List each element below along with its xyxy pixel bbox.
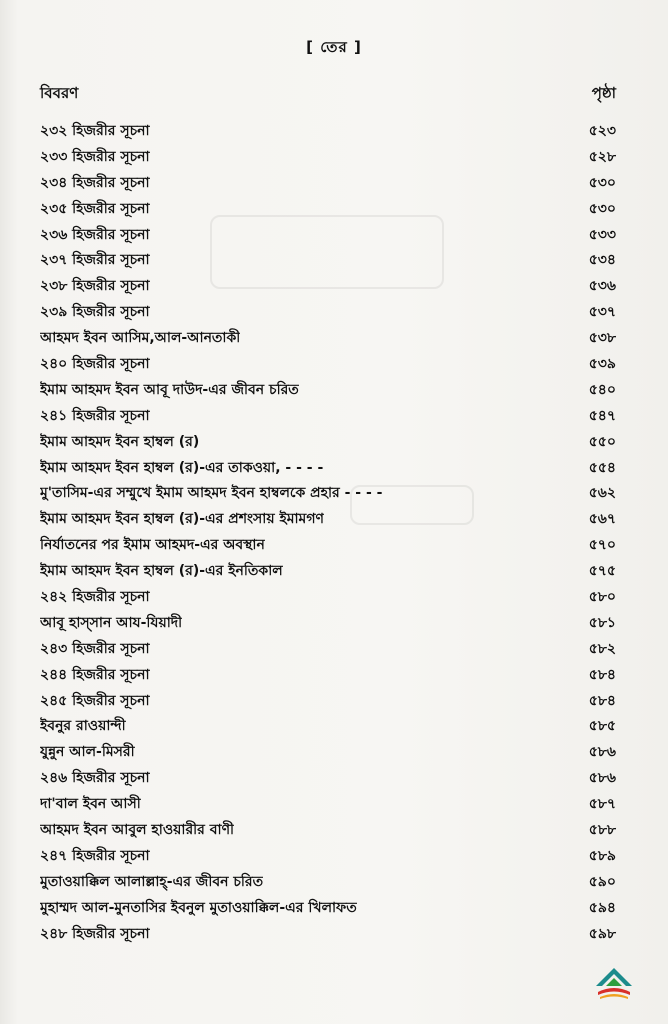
toc-entry-page: ৫৮৮ [588, 821, 616, 838]
toc-entry [40, 247, 616, 273]
toc-entry-page: ৫৪০ [588, 381, 616, 398]
toc-entry [40, 843, 616, 869]
toc-entry-page: ৫৮১ [588, 614, 616, 631]
toc-entry-page: ৫৯০ [588, 873, 616, 890]
page-heading: পৃষ্ঠা [591, 84, 616, 102]
toc-entry-title: ২৪৮ হিজরীর সূচনা [40, 925, 150, 942]
toc-entry-title: ২৩৪ হিজরীর সূচনা [40, 174, 150, 191]
toc-entry-page: ৫৩৭ [588, 304, 616, 321]
toc-entry-page: ৫৩০ [588, 200, 616, 217]
toc-entry-page: ৫৭৫ [588, 563, 616, 580]
toc-entry [40, 170, 616, 196]
toc-entry [40, 351, 616, 377]
toc-entry-page: ৫৮২ [588, 640, 616, 657]
toc-entry-title: ইমাম আহমদ ইবন হাম্বল (র)-এর ইনতিকাল [40, 563, 283, 580]
toc-entry [40, 299, 616, 325]
toc-entry-title: ২৩৫ হিজরীর সূচনা [40, 200, 150, 217]
toc-entry-page: ৫৮৬ [588, 744, 616, 761]
toc-entry-title: ২৩৭ হিজরীর সূচনা [40, 252, 150, 269]
toc-entry [40, 480, 616, 506]
toc-entry-page: ৫৩৬ [588, 278, 616, 295]
toc-entry-page: ৫৩০ [588, 174, 616, 191]
toc-entry-title: মু'তাসিম-এর সম্মুখে ইমাম আহমদ ইবন হাম্বলকে প্রহার - - - - [40, 485, 383, 502]
toc-entry-title: ২৪৭ হিজরীর সূচনা [40, 847, 150, 864]
toc-entry [40, 791, 616, 817]
toc-entry [40, 739, 616, 765]
toc-entry-title: ২৩৬ হিজরীর সূচনা [40, 226, 150, 243]
toc-entry [40, 817, 616, 843]
toc-entry-title: আবূ হাস্সান আয-যিয়াদী [40, 614, 183, 631]
toc-entry-title: ২৪০ হিজরীর সূচনা [40, 355, 150, 372]
toc-entry-page: ৫৩৮ [588, 330, 616, 347]
toc-entry-title: মুতাওয়াক্কিল আলাল্লাহ্-এর জীবন চরিত [40, 873, 264, 890]
toc-entry-title: ২৩৯ হিজরীর সূচনা [40, 304, 150, 321]
toc-entry-title: যুন্নুন আল-মিসরী [40, 744, 135, 761]
toc-entry-title: ২৪৬ হিজরীর সূচনা [40, 770, 150, 787]
toc-entry-page: ৫৮০ [588, 588, 616, 605]
toc-entry [40, 532, 616, 558]
toc-entry-page: ৫৬৭ [588, 511, 616, 528]
toc-entry [40, 118, 616, 144]
toc-entry-page: ৫৩৩ [588, 226, 616, 243]
toc-entry [40, 610, 616, 636]
toc-entry-page: ৫৮৭ [588, 796, 616, 813]
toc-entry-page: ৫৬২ [588, 485, 616, 502]
toc-entry-page: ৫৫৪ [588, 459, 616, 476]
toc-entry-title: ২৩৩ হিজরীর সূচনা [40, 148, 150, 165]
toc-entry-page: ৫৩৪ [588, 252, 616, 269]
toc-entry [40, 403, 616, 429]
toc-header [40, 82, 616, 107]
toc-entry [40, 196, 616, 222]
description-heading: বিবরণ [40, 84, 79, 102]
toc-entry-page: ৫৮৬ [588, 770, 616, 787]
toc-entry [40, 584, 616, 610]
toc-entry [40, 895, 616, 921]
toc-entry-page: ৫৮৪ [588, 666, 616, 683]
toc-entry-title: ইমাম আহমদ ইবন হাম্বল (র)-এর তাকওয়া, - - - - [40, 459, 324, 476]
toc-entry-title: ২৩২ হিজরীর সূচনা [40, 122, 150, 139]
toc-entry [40, 455, 616, 481]
toc-entry-title: ২৪৪ হিজরীর সূচনা [40, 666, 150, 683]
toc-entry [40, 377, 616, 403]
toc-entry-title: দা'বাল ইবন আসী [40, 796, 141, 813]
toc-entry-page: ৫৮৫ [588, 718, 616, 735]
table-of-contents [40, 118, 616, 947]
toc-entry [40, 506, 616, 532]
toc-entry [40, 273, 616, 299]
toc-entry-title: ইবনুর রাওয়ান্দী [40, 718, 126, 735]
toc-entry [40, 869, 616, 895]
toc-entry-page: ৫৪৭ [588, 407, 616, 424]
toc-entry [40, 429, 616, 455]
toc-entry-page: ৫৯৮ [588, 925, 616, 942]
toc-entry-page: ৫২৮ [588, 148, 616, 165]
toc-entry-title: ইমাম আহমদ ইবন আবূ দাউদ-এর জীবন চরিত [40, 381, 299, 398]
toc-entry [40, 662, 616, 688]
toc-entry [40, 636, 616, 662]
toc-entry-title: মুহাম্মদ আল-মুনতাসির ইবনুল মুতাওয়াক্কিল-এর খিলাফত [40, 899, 357, 916]
toc-entry-title: ২৪৩ হিজরীর সূচনা [40, 640, 150, 657]
toc-entry-page: ৫৮৯ [588, 847, 616, 864]
toc-entry-title: ২৪৫ হিজরীর সূচনা [40, 692, 150, 709]
page-number: [ তের ] [306, 38, 362, 56]
toc-entry-title: ২৪২ হিজরীর সূচনা [40, 588, 150, 605]
toc-entry-title: নির্যাতনের পর ইমাম আহমদ-এর অবস্থান [40, 537, 265, 554]
toc-entry-title: ইমাম আহমদ ইবন হাম্বল (র) [40, 433, 200, 450]
toc-entry [40, 713, 616, 739]
toc-entry [40, 222, 616, 248]
toc-entry-title: ইমাম আহমদ ইবন হাম্বল (র)-এর প্রশংসায় ইমামগণ [40, 511, 324, 528]
toc-entry-title: আহমদ ইবন আসিম,আল-আনতাকী [40, 330, 241, 347]
toc-entry-page: ৫৯৪ [588, 899, 616, 916]
toc-entry-title: আহমদ ইবন আবুল হাওয়ারীর বাণী [40, 821, 235, 838]
toc-entry [40, 765, 616, 791]
toc-entry [40, 688, 616, 714]
toc-entry-page: ৫৩৯ [588, 355, 616, 372]
toc-entry-title: ২৩৮ হিজরীর সূচনা [40, 278, 150, 295]
toc-entry-page: ৫৭০ [588, 537, 616, 554]
publisher-logo-icon [592, 962, 636, 1002]
toc-entry-page: ৫৮৪ [588, 692, 616, 709]
toc-entry-page: ৫৫০ [588, 433, 616, 450]
toc-entry [40, 558, 616, 584]
toc-entry [40, 144, 616, 170]
toc-entry-title: ২৪১ হিজরীর সূচনা [40, 407, 150, 424]
toc-entry [40, 921, 616, 947]
toc-entry-page: ৫২৩ [588, 122, 616, 139]
toc-entry [40, 325, 616, 351]
